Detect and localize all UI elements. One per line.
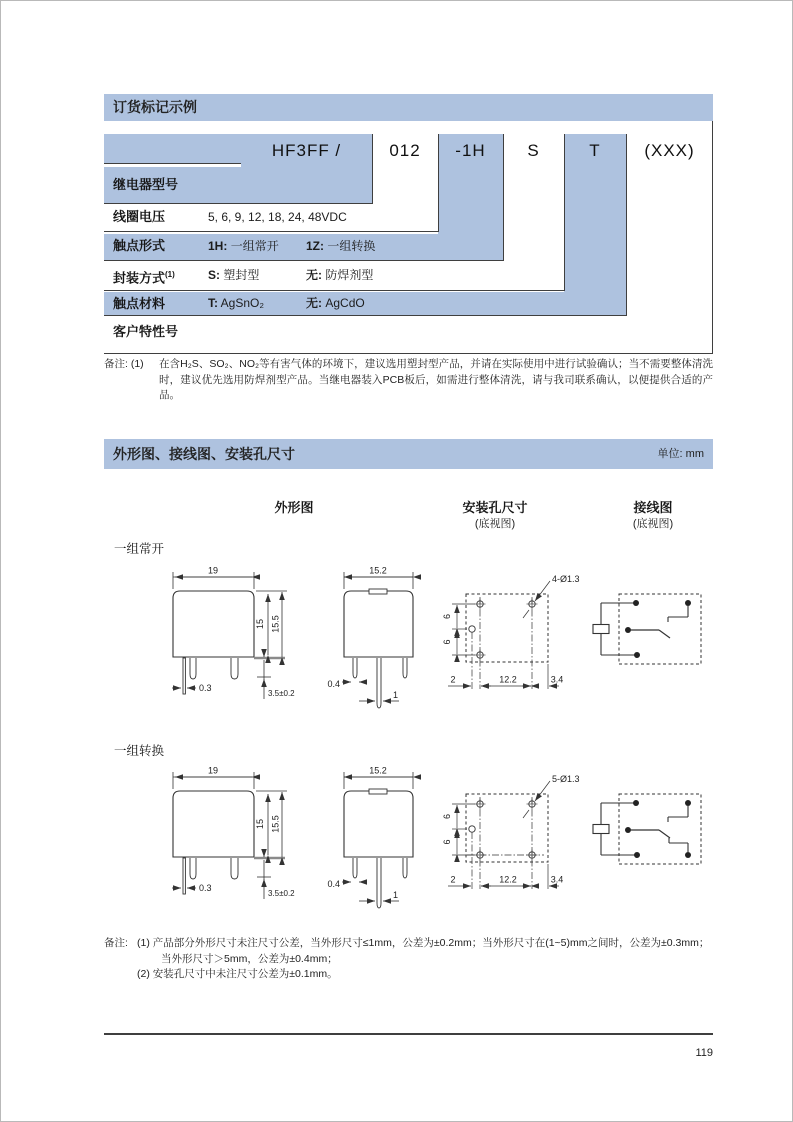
drawings-note-1: (1) 产品部分外形尺寸未注尺寸公差，当外形尺寸≤1mm，公差为±0.2mm；当外形尺寸在(1~5)mm之间时，公差为±0.3mm；当外形尺寸＞5mm，公差为±0.4mm； [137,937,710,965]
drawing-row-1-form-a [111,557,731,722]
label-relay-model: 继电器型号 [113,177,179,192]
code-model: HF3FF / [271,141,342,160]
code-desc: AgSnO₂ [220,296,265,310]
code-key: T: [208,296,218,310]
drawings-note-2: (2) 安装孔尺寸中未注尺寸公差为±0.1mm。 [137,968,338,980]
drawings-notes-label: 备注: [104,937,128,949]
column-header-outline: 外形图 [274,500,314,515]
label-coil-voltage: 线圈电压 [113,209,166,224]
code-desc: 一组转换 [327,239,376,253]
column-sub-mounting: (底视图) [474,518,516,530]
page-number: 119 [695,1047,713,1059]
code-voltage: 012 [389,141,421,160]
band-contact-material [104,292,626,315]
label-contact-form: 触点形式 [113,238,166,253]
wiring-diagram [593,794,701,864]
code-key: 1Z: [306,239,324,253]
code-material: T [589,141,601,160]
row-label-1-form-a: 一组常开 [114,542,165,556]
no-contact-branch [669,838,691,858]
code-packing: S [527,141,540,160]
unit-label: 单位: mm [657,448,704,460]
divider [104,315,627,316]
code-desc: 防焊剂型 [325,268,374,282]
row-label-1-form-c: 一组转换 [114,744,165,758]
value-coil-voltage: 5, 6, 9, 12, 18, 24, 48VDC [208,210,347,224]
drawings-section-header [104,439,713,469]
ordering-section-title: 订货标记示例 [113,99,197,115]
value-material-2 [306,292,365,315]
divider [104,353,713,354]
drawings-notes [137,936,713,983]
hole-count-label: 5-Ø1.3 [552,774,580,784]
code-desc: AgCdO [325,296,365,310]
footnote-ref: (1) [165,270,175,279]
mounting-hole-view [442,781,563,889]
code-desc: 塑封型 [223,268,260,282]
footer-rule [104,1033,713,1035]
code-contact-form: -1H [455,141,486,160]
column-header-wiring: 接线图 [633,500,673,515]
ordering-note-label: 备注: (1) [104,358,144,370]
code-desc: 一组常开 [230,239,279,253]
code-key: 无: [306,296,322,310]
value-contact-form-2 [306,232,375,260]
hole-count-label: 4-Ø1.3 [552,574,580,584]
ordering-note-text: 在含H₂S、SO₂、NO₂等有害气体的环境下，建议选用塑封型产品，并请在实际使用中进行试验确认；当不需要整体清洗时，建议优先选用防焊剂型产品。当继电器装入PCB板后，如需进行整体清洗，请与我司联系确认，以便提供合适的产品。 [159,358,713,401]
code-key: S: [208,268,220,282]
mounting-hole-view [442,581,563,689]
ordering-leader-cell [104,134,242,164]
ordering-section-header [104,94,713,121]
label-material: 触点材料 [113,296,166,311]
divider [626,134,627,315]
value-material-1 [208,292,264,315]
column-sub-wiring: (底视图) [632,518,674,530]
value-packing-1 [208,260,259,290]
outline-front-view [327,766,413,909]
code-special: (XXX) [644,141,695,160]
label-customer-code: 客户特性号 [113,324,179,339]
value-contact-form-1 [208,232,279,260]
code-key: 1H: [208,239,228,253]
value-packing-2 [306,260,373,290]
wiring-diagram [593,594,701,664]
column-header-mounting: 安装孔尺寸 [462,500,528,515]
outline-side-view [172,566,295,700]
code-key: 无: [306,268,322,282]
outline-side-view [172,766,295,900]
outline-front-view [327,566,413,709]
label-packing: 封装方式$^{(1)}$ [113,270,175,286]
code-column-material [564,134,626,315]
drawing-row-1-form-c [111,757,731,922]
drawings-section-title: 外形图、接线图、安装孔尺寸 [113,446,295,462]
